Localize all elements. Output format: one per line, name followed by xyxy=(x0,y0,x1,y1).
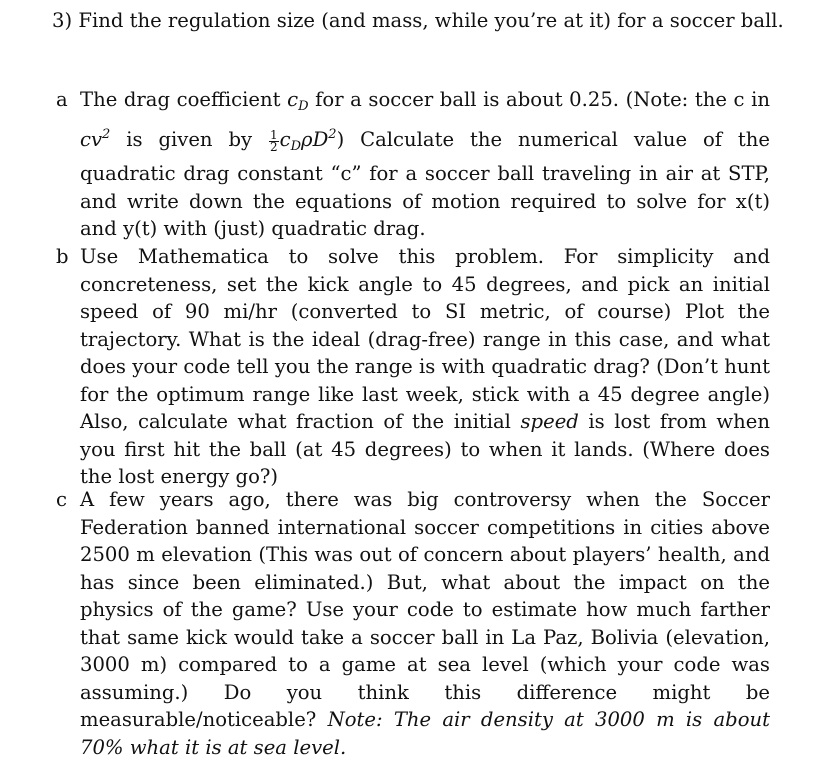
drag-constant-expression: $c_D\rho D^2$ xyxy=(279,126,337,154)
part-a-text-mid2: is given by xyxy=(126,127,253,151)
part-b-text-pre: Use Mathematica to solve this problem. For simplicity and concreteness, set the kick angle to 45 degrees, and pick an initial speed of 90 mi/hr (converted to SI metric, of course) Plot the trajectory. What is the ideal (drag-free) range in this case, and what does your code tell you the range is with quadratic drag? (Don’t hunt for the optimum range like last week, stick with a 45 degree angle) Also, calculate what fraction of the initial xyxy=(80,245,770,433)
speed-emphasis: speed xyxy=(520,410,579,433)
part-c xyxy=(56,486,770,761)
drag-coefficient-symbol: $c_D$ xyxy=(287,88,309,114)
part-a-label: a xyxy=(56,88,68,111)
problem-statement xyxy=(20,7,810,35)
part-a-text-pre: The drag coefficient xyxy=(80,88,281,111)
part-a xyxy=(56,86,771,243)
part-b-label: b xyxy=(56,245,69,268)
problem-number: 3) xyxy=(52,9,73,32)
part-a-text-post: ) Calculate the numerical value of the quadratic drag constant “c” for a soccer ball traveling in air at STP, and write down the equations of motion required to solve for x(t) and y(t) with (just) quadratic drag. xyxy=(80,127,771,240)
part-c-label: c xyxy=(56,488,67,511)
air-density-note: Note: The air density at 3000 m is about 70% what it is at sea level. xyxy=(80,708,770,759)
problem-text: Find the regulation size (and mass, while you’re at it) for a soccer ball. xyxy=(78,9,784,32)
one-half-fraction: $\frac{1}{2}$ xyxy=(269,127,278,154)
part-b-text-post: is lost from when you first hit the ball (at 45 degrees) to when it lands. (Where does the lost energy go?) xyxy=(80,410,770,488)
part-c-text: A few years ago, there was big controversy when the Soccer Federation banned international soccer competitions in cities above 2500 m elevation (This was out of concern about players’ health, and has since been eliminated.) But, what about the impact on the physics of the game? Use your code to estimate how much farther that same kick would take a soccer ball in La Paz, Bolivia (elevation, 3000 m) compared to a game at sea level (which your code was assuming.) Do you think this difference might be measurable/noticeable? xyxy=(80,488,770,731)
part-b xyxy=(56,243,770,491)
part-a-text-mid1: for a soccer ball is about 0.25. (Note: the c in xyxy=(315,88,771,111)
cv-squared-expression: $cv^2$ xyxy=(80,126,111,151)
